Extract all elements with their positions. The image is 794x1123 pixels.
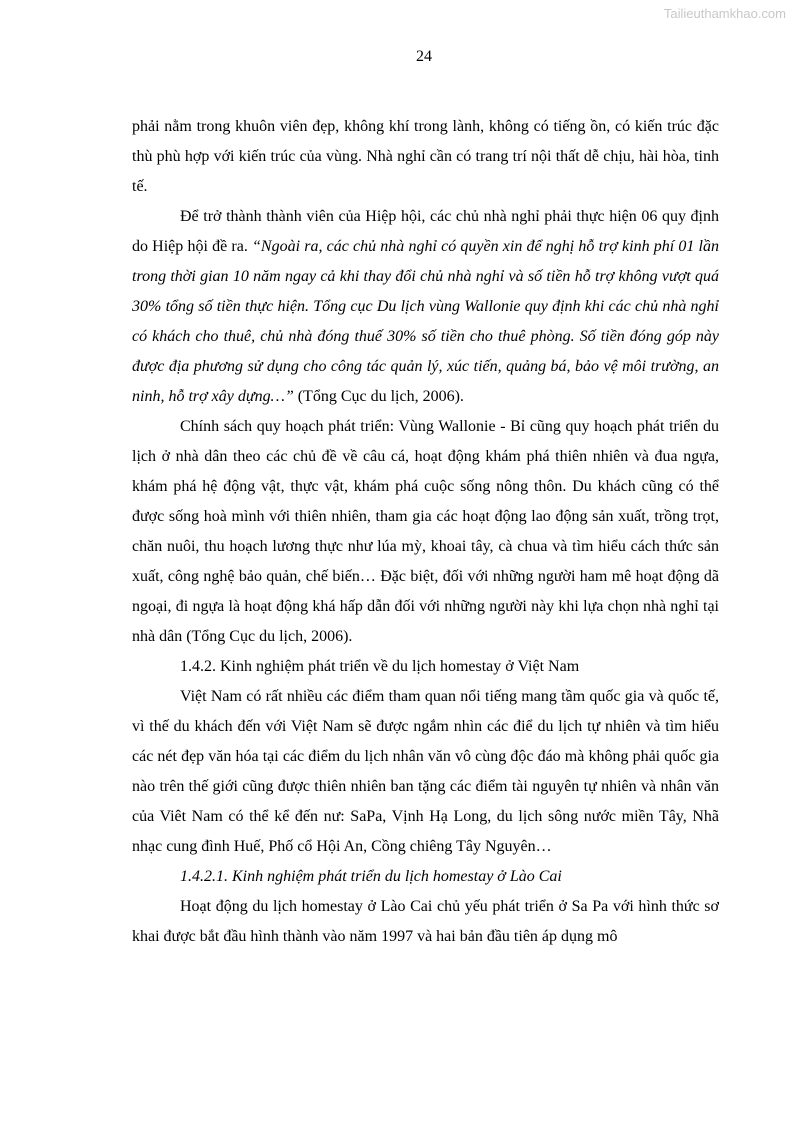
quoted-text: “Ngoài ra, các chủ nhà nghỉ có quyền xin để nghị hỗ trợ kinh phí 01 lần trong thời gian 10 năm ngay cả khi thay đổi chủ nhà nghỉ và số tiền hỗ trợ không vượt quá 30% tổng số tiền thực hiện. Tổng cục Du lịch vùng Wallonie quy định khi các chủ nhà nghỉ có khách cho thuê, chủ nhà đóng thuế 30% số tiền cho thuê phòng. Số tiền đóng góp này được địa phương sử dụng cho công tác quản lý, xúc tiến, quảng bá, bảo vệ môi trường, an ninh, hỗ trợ xây dựng…” bbox=[132, 238, 720, 405]
paragraph-association-rules bbox=[132, 202, 719, 412]
watermark: Tailieuthamkhao.com bbox=[663, 6, 786, 21]
citation: (Tổng Cục du lịch, 2006). bbox=[293, 388, 464, 405]
section-heading: 1.4.2. Kinh nghiệm phát triển về du lịch homestay ở Việt Nam bbox=[180, 658, 580, 675]
paragraph-lead-text: Để trở thành thành viên của Hiệp hội, các chủ nhà nghỉ phải thực hiện 06 quy định do Hiệp hội đề ra. bbox=[132, 208, 719, 255]
document-body bbox=[132, 112, 719, 952]
paragraph-lao-cai: Hoạt động du lịch homestay ở Lào Cai chủ yếu phát triển ở Sa Pa với hình thức sơ khai được bắt đầu hình thành vào năm 1997 và hai bản đầu tiên áp dụng mô bbox=[132, 898, 719, 945]
paragraph-vietnam-attractions: Việt Nam có rất nhiều các điểm tham quan nổi tiếng mang tầm quốc gia và quốc tế, vì thế du khách đến với Việt Nam sẽ được ngắm nhìn các điể du lịch tự nhiên và tìm hiểu các nét đẹp văn hóa tại các điểm du lịch nhân văn vô cùng độc đáo mà không phải quốc gia nào trên thế giới cũng được thiên nhiên ban tặng các điểm tài nguyên tự nhiên và nhân văn của Viêt Nam có thể kể đến nư: SaPa, Vịnh Hạ Long, du lịch sông nước miền Tây, Nhã nhạc cung đình Huế, Phố cổ Hội An, Cồng chiêng Tây Nguyên… bbox=[132, 688, 719, 855]
paragraph-planning-policy: Chính sách quy hoạch phát triển: Vùng Wallonie - Bỉ cũng quy hoạch phát triển du lịch ở nhà dân theo các chủ đề về câu cá, hoạt động khám phá thiên nhiên và đua ngựa, khám phá hệ động vật, thực vật, khám phá cuộc sống nông thôn. Du khách cũng có thể được sống hoà mình với thiên nhiên, tham gia các hoạt động lao động sản xuất, trồng trọt, chăn nuôi, thu hoạch lương thực như lúa mỳ, khoai tây, cà chua và tìm hiểu cách thức sản xuất, công nghệ bảo quản, chế biến… Đặc biệt, đối với những người ham mê hoạt động dã ngoại, đi ngựa là hoạt động khá hấp dẫn đối với những người này khi lựa chọn nhà nghỉ tại nhà dân (Tổng Cục du lịch, 2006). bbox=[132, 418, 719, 645]
paragraph-continuation: phải nằm trong khuôn viên đẹp, không khí trong lành, không có tiếng ồn, có kiến trúc đặc thù phù hợp với kiến trúc của vùng. Nhà nghỉ cần có trang trí nội thất dễ chịu, hài hòa, tinh tế. bbox=[132, 118, 719, 195]
page-number: 24 bbox=[416, 48, 432, 65]
subsection-heading: 1.4.2.1. Kinh nghiệm phát triển du lịch homestay ở Lào Cai bbox=[180, 868, 562, 885]
